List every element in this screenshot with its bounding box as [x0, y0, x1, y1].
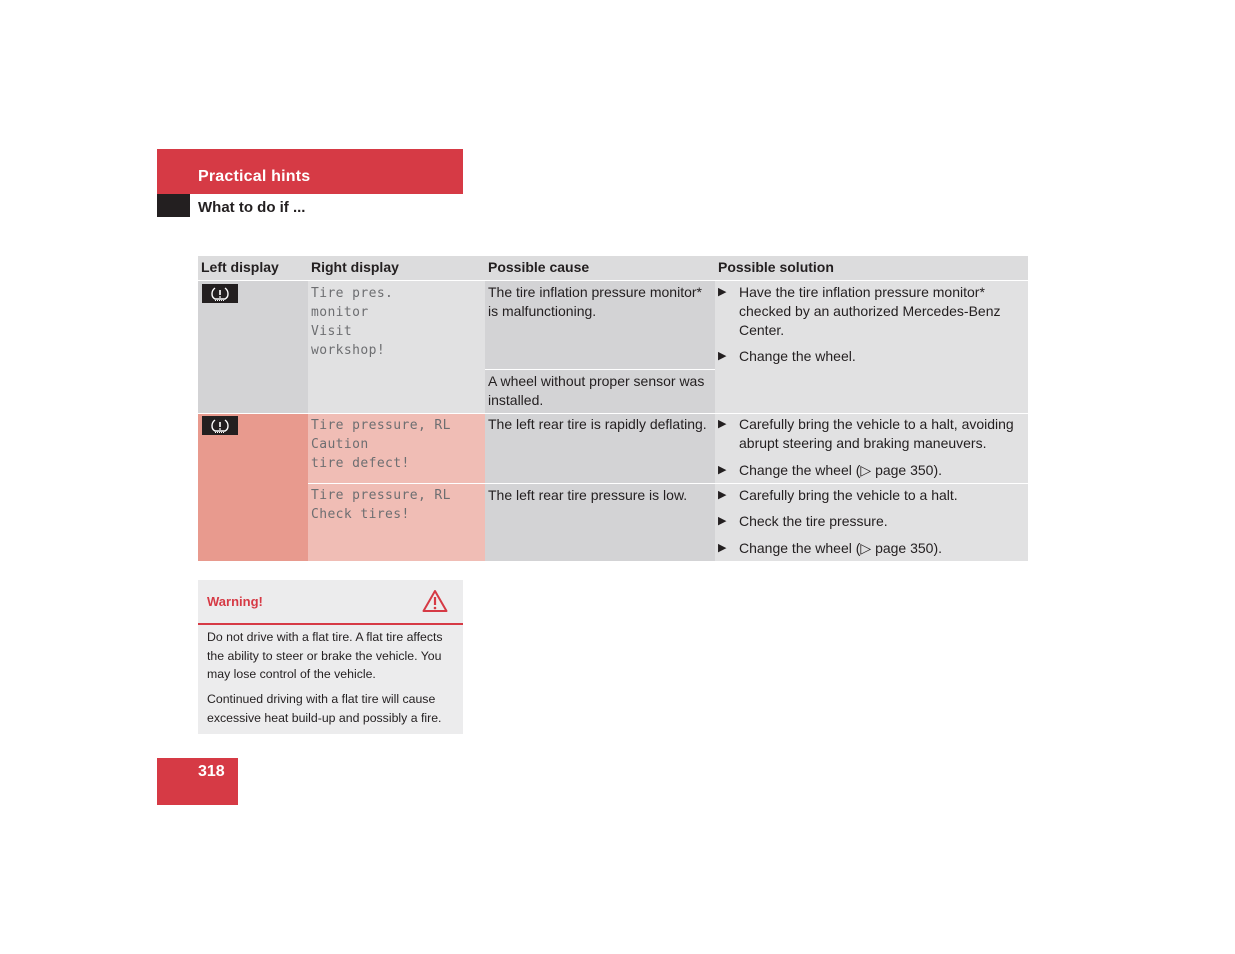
table-row [198, 281, 308, 413]
display-line: Check tires! [311, 507, 410, 522]
possible-solution-cell [715, 414, 1028, 483]
display-line: Tire pressure, RL [311, 488, 451, 503]
solution-text: Change the wheel (▷ page 350). [739, 462, 943, 478]
subsection-title: What to do if ... [198, 199, 306, 216]
solution-text: Have the tire inflation pressure monitor* checked by an authorized Mercedes-Benz Center. [739, 284, 1001, 338]
bullet-arrow-icon: ▶ [718, 286, 727, 298]
bullet-arrow-icon: ▶ [718, 542, 727, 554]
column-header-possible-solution: Possible solution [715, 256, 1028, 280]
table-row [198, 414, 308, 561]
solution-text: Carefully bring the vehicle to a halt. [739, 487, 958, 503]
possible-cause-cell: The left rear tire is rapidly deflating. [485, 414, 715, 483]
display-line: Visit [311, 324, 353, 339]
warning-title: Warning! [207, 594, 263, 609]
display-line: Tire pres. [311, 286, 394, 301]
column-header-right-display: Right display [308, 256, 485, 280]
right-display-cell [308, 414, 485, 483]
bullet-arrow-icon: ▶ [718, 464, 727, 476]
solution-text: Check the tire pressure. [739, 513, 888, 529]
solution-item [715, 347, 1028, 367]
solution-text: Carefully bring the vehicle to a halt, avoiding abrupt steering and braking maneuvers. [739, 416, 1014, 451]
possible-cause-cell: A wheel without proper sensor was installed. [485, 370, 715, 413]
bullet-arrow-icon: ▶ [718, 418, 727, 430]
section-title: Practical hints [198, 168, 311, 185]
display-line: tire defect! [311, 456, 410, 471]
possible-solution-cell [715, 484, 1028, 561]
possible-cause-cell: The tire inflation pressure monitor* is malfunctioning. [485, 281, 715, 369]
solution-item [715, 415, 1028, 455]
possible-solution-cell [715, 281, 1028, 413]
display-line: Caution [311, 437, 369, 452]
bullet-arrow-icon: ▶ [718, 489, 727, 501]
solution-item [715, 512, 1028, 532]
warning-paragraph: Continued driving with a flat tire will cause excessive heat build-up and possibly a fire. [207, 692, 442, 725]
warning-triangle-icon [422, 589, 448, 613]
bullet-arrow-icon: ▶ [718, 515, 727, 527]
display-line: workshop! [311, 343, 386, 358]
warning-divider [198, 623, 463, 625]
column-header-left-display: Left display [198, 256, 308, 280]
subsection-marker [157, 194, 190, 217]
right-display-cell [308, 484, 485, 561]
possible-cause-cell: The left rear tire pressure is low. [485, 484, 715, 561]
solution-item [715, 539, 1028, 559]
warning-paragraph: Do not drive with a flat tire. A flat tire affects the ability to steer or brake the vehicle. You may lose control of the vehicle. [207, 630, 443, 681]
page-number: 318 [198, 763, 225, 780]
solution-item [715, 486, 1028, 506]
solution-text: Change the wheel (▷ page 350). [739, 540, 943, 556]
bullet-arrow-icon: ▶ [718, 350, 727, 362]
solution-item [715, 283, 1028, 340]
tire-pressure-warning-icon [202, 416, 238, 435]
display-line: monitor [311, 305, 369, 320]
tire-pressure-warning-icon [202, 284, 238, 303]
solution-item [715, 461, 1028, 481]
column-header-possible-cause: Possible cause [485, 256, 715, 280]
display-line: Tire pressure, RL [311, 418, 451, 433]
right-display-cell [308, 281, 485, 413]
solution-text: Change the wheel. [739, 348, 856, 364]
